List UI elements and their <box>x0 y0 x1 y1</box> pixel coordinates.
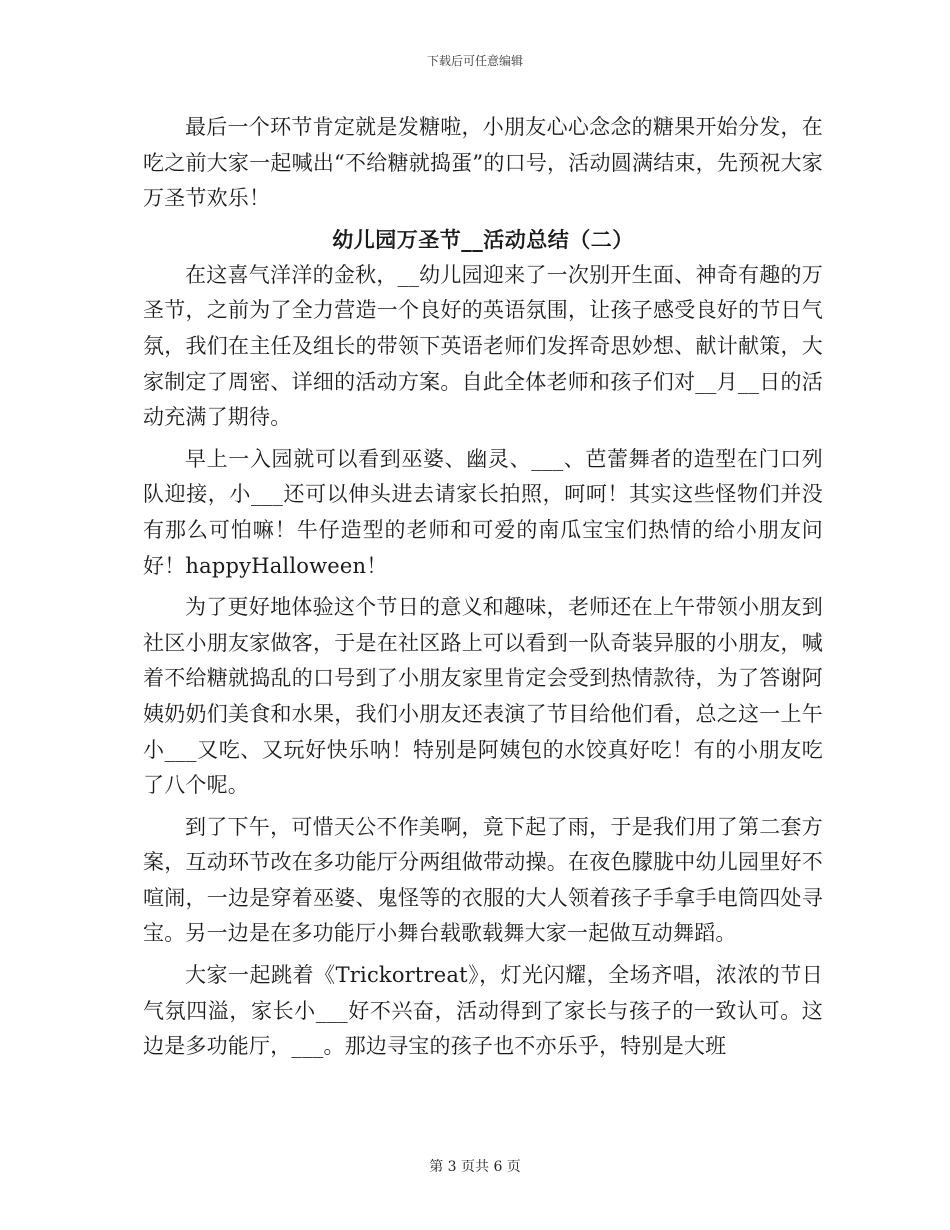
paragraph-4: 到了下午，可惜天公不作美啊，竟下起了雨，于是我们用了第二套方案，互动环节改在多功能厅分两组做带动操。在夜色朦胧中幼儿园里好不喧闹，一边是穿着巫婆、鬼怪等的衣服的大人领着孩子手拿手电筒四处寻宝。另一边是在多功能厅小舞台载歌载舞大家一起做互动舞蹈。 <box>143 814 823 946</box>
paragraph-5: 大家一起跳着《Trickortreat》，灯光闪耀，全场齐唱，浓浓的节日气氛四溢，家长小___好不兴奋，活动得到了家长与孩子的一致认可。这边是多功能厅，___。那边寻宝的孩子也不亦乐乎，特别是大班 <box>143 963 823 1059</box>
page-footer: 第 3 页共 6 页 <box>429 1159 521 1175</box>
paragraph-2: 早上一入园就可以看到巫婆、幽灵、___、芭蕾舞者的造型在门口列队迎接，小___还可以伸头进去请家长拍照，呵呵！其实这些怪物们并没有那么可怕嘛！牛仔造型的老师和可爱的南瓜宝宝们热情的给小朋友问好！happyHalloween！ <box>143 446 823 578</box>
section-title: 幼儿园万圣节__活动总结（二） <box>332 227 634 252</box>
paragraph-1: 在这喜气洋洋的金秋，__幼儿园迎来了一次别开生面、神奇有趣的万圣节，之前为了全力营造一个良好的英语氛围，让孩子感受良好的节日气氛，我们在主任及组长的带领下英语老师们发挥奇思妙想、献计献策，大家制定了周密、详细的活动方案。自此全体老师和孩子们对__月__日的活动充满了期待。 <box>143 262 823 430</box>
document-body <box>143 110 823 1065</box>
paragraph-3: 为了更好地体验这个节日的意义和趣味，老师还在上午带领小朋友到社区小朋友家做客，于是在社区路上可以看到一队奇装异服的小朋友，喊着不给糖就捣乱的口号到了小朋友家里肯定会受到热情款待，为了答谢阿姨奶奶们美食和水果，我们小朋友还表演了节目给他们看，总之这一上午小___又吃、又玩好快乐呐！特别是阿姨包的水饺真好吃！有的小朋友吃了八个呢。 <box>143 595 823 798</box>
intro-paragraph: 最后一个环节肯定就是发糖啦，小朋友心心念念的糖果开始分发，在吃之前大家一起喊出“不给糖就捣蛋”的口号，活动圆满结束，先预祝大家万圣节欢乐！ <box>143 115 823 211</box>
page-header: 下载后可任意编辑 <box>426 54 523 68</box>
